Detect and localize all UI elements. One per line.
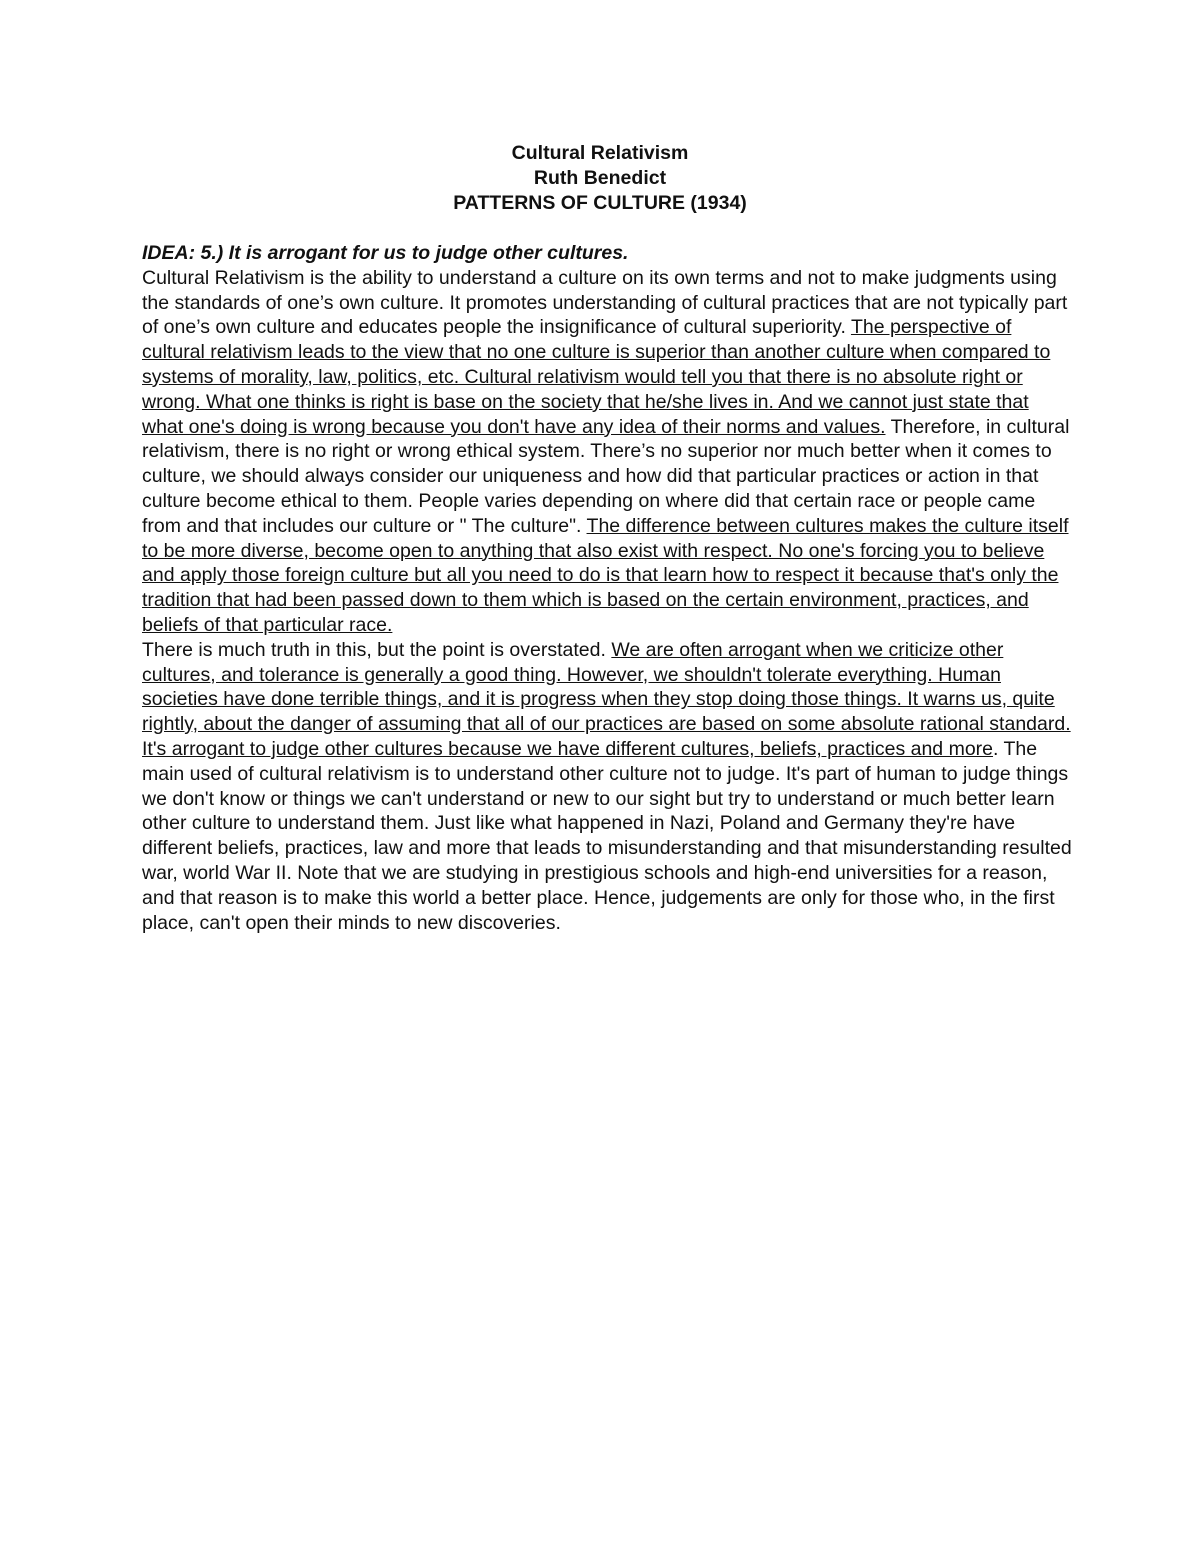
paragraph-2	[142, 638, 1072, 936]
document-heading	[0, 141, 1200, 216]
document-work: PATTERNS OF CULTURE (1934)	[453, 192, 747, 214]
document-body	[142, 241, 1072, 935]
paragraph-2-underlined-a: We are often arrogant when we criticize other cultures, and tolerance is generally a good thing. However, we shouldn't tolerate everything. Human societies have done terrible things, and it is progress when they stop doing those things. It warns us, quite rightly, about the danger of assuming that all of our practices are based on some absolute rational standard. It's arrogant to judge other cultures because we have different cultures, beliefs, practices and more	[142, 638, 1071, 760]
paragraph-1	[142, 266, 1072, 638]
paragraph-1-text-b: Therefore, in cultural relativism, there is no right or wrong ethical system. There’s no superior nor much better when it comes to culture, we should always consider our uniqueness and how did that particular practices or action in that culture become ethical to them. People varies depending on where did that certain race or people came from and that includes our culture or " The culture".	[142, 415, 1070, 537]
idea-heading: IDEA: 5.) It is arrogant for us to judge other cultures.	[142, 242, 629, 264]
paragraph-1-underlined-b: The difference between cultures makes the culture itself to be more diverse, become open to anything that also exist with respect. No one's forcing you to believe and apply those foreign culture but all you need to do is that learn how to respect it because that's only the tradition that had been passed down to them which is based on the certain environment, practices, and beliefs of that particular race.	[142, 514, 1069, 636]
paragraph-1-text-a: Cultural Relativism is the ability to understand a culture on its own terms and not to make judgments using the standards of one’s own culture. It promotes understanding of cultural practices that are not typically part of one’s own culture and educates people the insignificance of cultural superiority.	[142, 266, 1068, 339]
document-author: Ruth Benedict	[533, 167, 667, 189]
document-title: Cultural Relativism	[511, 142, 689, 164]
paragraph-2-text-b: . The main used of cultural relativism is to understand other culture not to judge. It's part of human to judge things we don't know or things we can't understand or new to our sight but try to understand or much better learn other culture to understand them. Just like what happened in Nazi, Poland and Germany they're have different beliefs, practices, law and more that leads to misunderstanding and that misunderstanding resulted war, world War II. Note that we are studying in prestigious schools and high-end universities for a reason, and that reason is to make this world a better place. Hence, judgements are only for those who, in the first place, can't open their minds to new discoveries.	[142, 737, 1072, 934]
paragraph-1-underlined-a: The perspective of cultural relativism leads to the view that no one culture is superior than another culture when compared to systems of morality, law, politics, etc. Cultural relativism would tell you that there is no absolute right or wrong. What one thinks is right is base on the society that he/she lives in. And we cannot just state that what one's doing is wrong because you don't have any idea of their norms and values.	[142, 316, 1051, 438]
paragraph-2-text-a: There is much truth in this, but the point is overstated.	[142, 638, 612, 661]
